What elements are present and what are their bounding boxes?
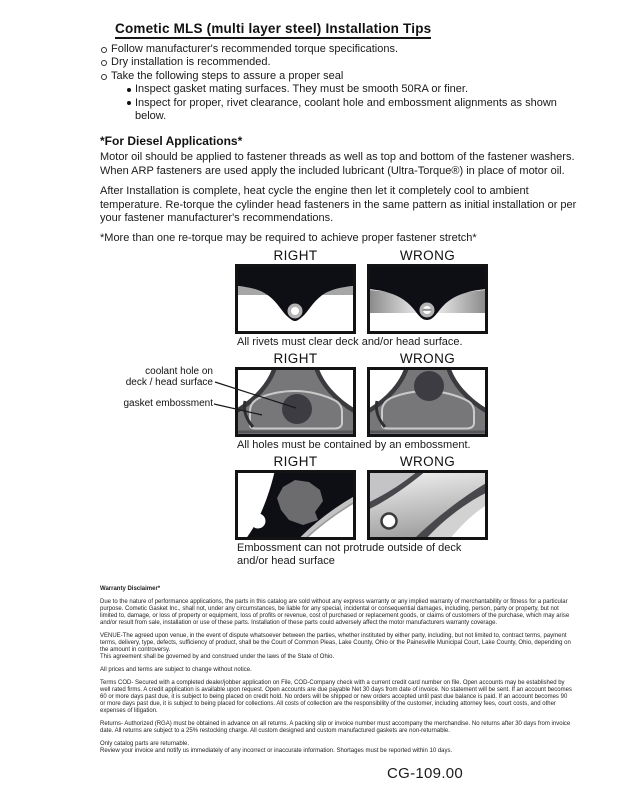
circle-bullet-icon xyxy=(101,47,107,53)
diesel-paragraph-3: *More than one re-torque may be required to achieve proper fastener stretch* xyxy=(100,232,477,245)
annotation-line-1: coolant hole on xyxy=(145,365,213,377)
coolant-hole-annotation xyxy=(100,366,213,388)
tip-text: Follow manufacturer's recommended torque specifications. xyxy=(111,43,399,55)
right-label: RIGHT xyxy=(273,453,318,469)
page-code: CG-109.00 xyxy=(387,764,464,782)
sub-list-item xyxy=(127,97,578,124)
coolant-hole-wrong-diagram xyxy=(367,367,488,437)
diagram-row-coolant-holes xyxy=(100,351,578,452)
diesel-paragraph-2: After Installation is complete, heat cycle the engine then let it completely cool to ambient temperature. Re-torque the cylinder head fasteners in the same pattern as initial installation or per your fastener manufacturer's recommendations. xyxy=(100,185,577,225)
diagram-caption: All holes must be contained by an embossment. xyxy=(237,438,471,451)
disclaimer-only-line: Only catalog parts are returnable. xyxy=(100,740,190,747)
diagram-boxes xyxy=(235,470,578,540)
circle-bullet-icon xyxy=(101,74,107,80)
diesel-applications-heading: *For Diesel Applications* xyxy=(100,134,243,149)
diesel-paragraph-1: Motor oil should be applied to fastener threads as well as top and bottom of the fastener washers. When ARP fasteners are used apply the included lubricant (Ultra-Torque®) in place of motor oil. xyxy=(100,151,575,177)
gasket-embossment-annotation: gasket embossment xyxy=(123,397,213,409)
tip-text: Dry installation is recommended. xyxy=(111,56,271,69)
disclaimer-venue-paragraph: VENUE-The agreed upon venue, in the event of dispute whatsoever between the parties, whether instituted by either party, including, but not limited to, contract terms, payment terms, delivery, type, defects, sufficiency of product, shall be the Court of Common Pleas, Lake County, Ohio or the Painesville Municipal Court, Lake County, Ohio, depending on the amount in controversy. xyxy=(100,632,571,653)
list-item xyxy=(100,56,578,69)
disclaimer-prices-line: All prices and terms are subject to change without notice. xyxy=(100,666,252,673)
right-label: RIGHT xyxy=(273,247,318,263)
disclaimer-governed-line: This agreement shall be governed by and construed under the laws of the State of Ohio. xyxy=(100,653,335,660)
embossment-right-diagram xyxy=(235,470,356,540)
sub-tip-text: Inspect gasket mating surfaces. They must be smooth 50RA or finer. xyxy=(135,83,469,96)
coolant-hole-right-diagram xyxy=(235,367,356,437)
list-item xyxy=(100,43,578,56)
warranty-disclaimer-heading: Warranty Disclaimer* xyxy=(100,585,161,592)
diagram-caption: All rivets must clear deck and/or head surface. xyxy=(237,335,463,348)
page-title: Cometic MLS (multi layer steel) Installation Tips xyxy=(115,21,431,39)
diagram-labels xyxy=(235,248,578,263)
diagram-caption: Embossment can not protrude outside of deck and/or head surface xyxy=(237,541,462,567)
sub-list-item xyxy=(127,83,578,96)
diagram-labels xyxy=(235,351,578,366)
dot-bullet-icon xyxy=(127,101,131,105)
circle-bullet-icon xyxy=(101,60,107,66)
wrong-label: WRONG xyxy=(399,453,456,469)
embossment-wrong-diagram xyxy=(367,470,488,540)
disclaimer-terms-paragraph: Terms COD- Secured with a completed dealer/jobber application on File, COD-Company check with a current credit card number on file. Open accounts may be established by well rated firms. A credit application is available upon request. Open accounts are due payable Net 30 days from date of invoice. No statement will be sent. If an account becomes 60 or more days past due, it is subject to being placed on credit hold. No orders will be shipped or new orders accepted until past due balance is paid. If an account becomes 90 or more days past due, it is subject to being placed for collections. All costs of collection are the responsibility of the customer, including attorney fees, court costs, and other expenses of litigation. xyxy=(100,679,572,714)
warranty-disclaimer xyxy=(100,586,572,755)
disclaimer-review-line: Review your invoice and notify us immediately of any incorrect or inaccurate information. Shortages must be reported within 10 days. xyxy=(100,747,453,754)
wrong-label: WRONG xyxy=(399,350,456,366)
rivet-wrong-diagram xyxy=(367,264,488,334)
disclaimer-warranty-paragraph: Due to the nature of performance applications, the parts in this catalog are sold without any express warranty or any implied warranty of merchantability or fitness for a particular purpose. Cometic Gasket Inc., shall not, under any circumstances, be liable for any special, incidental or consequential damages, including, person, party or property, but not limited to, damage, or loss of property or equipment, loss of profits or revenue, cost of purchased or replacement goods, or claims of customers of the purchase, which may arise and/or result from sale, installation or use of these parts. Installation of these parts could adversely affect the motor manufacturers warranty coverage. xyxy=(100,598,570,626)
right-label: RIGHT xyxy=(273,350,318,366)
sub-tip-text: Inspect for proper, rivet clearance, coolant hole and embossment alignments as shown below. xyxy=(135,96,557,123)
annotation-line-2: deck / head surface xyxy=(125,376,213,388)
list-item xyxy=(100,70,578,83)
disclaimer-returns-paragraph: Returns- Authorized (RGA) must be obtained in advance on all returns. A packing slip or invoice number must accompany the merchandise. No returns after 30 days from invoice date. All returns are subject to a 25% restocking charge. All custom designed and custom manufactured gaskets are non-returnable. xyxy=(100,720,571,734)
diagram-row-embossment xyxy=(100,454,578,568)
installation-tips-list xyxy=(100,43,578,123)
diagram-labels xyxy=(235,454,578,469)
diagram-boxes xyxy=(235,367,578,437)
diagram-row-rivets xyxy=(100,248,578,349)
dot-bullet-icon xyxy=(127,88,131,92)
wrong-label: WRONG xyxy=(399,247,456,263)
rivet-right-diagram xyxy=(235,264,356,334)
tip-text: Take the following steps to assure a proper seal xyxy=(111,69,344,82)
diagram-boxes xyxy=(235,264,578,334)
page-content xyxy=(100,20,578,782)
